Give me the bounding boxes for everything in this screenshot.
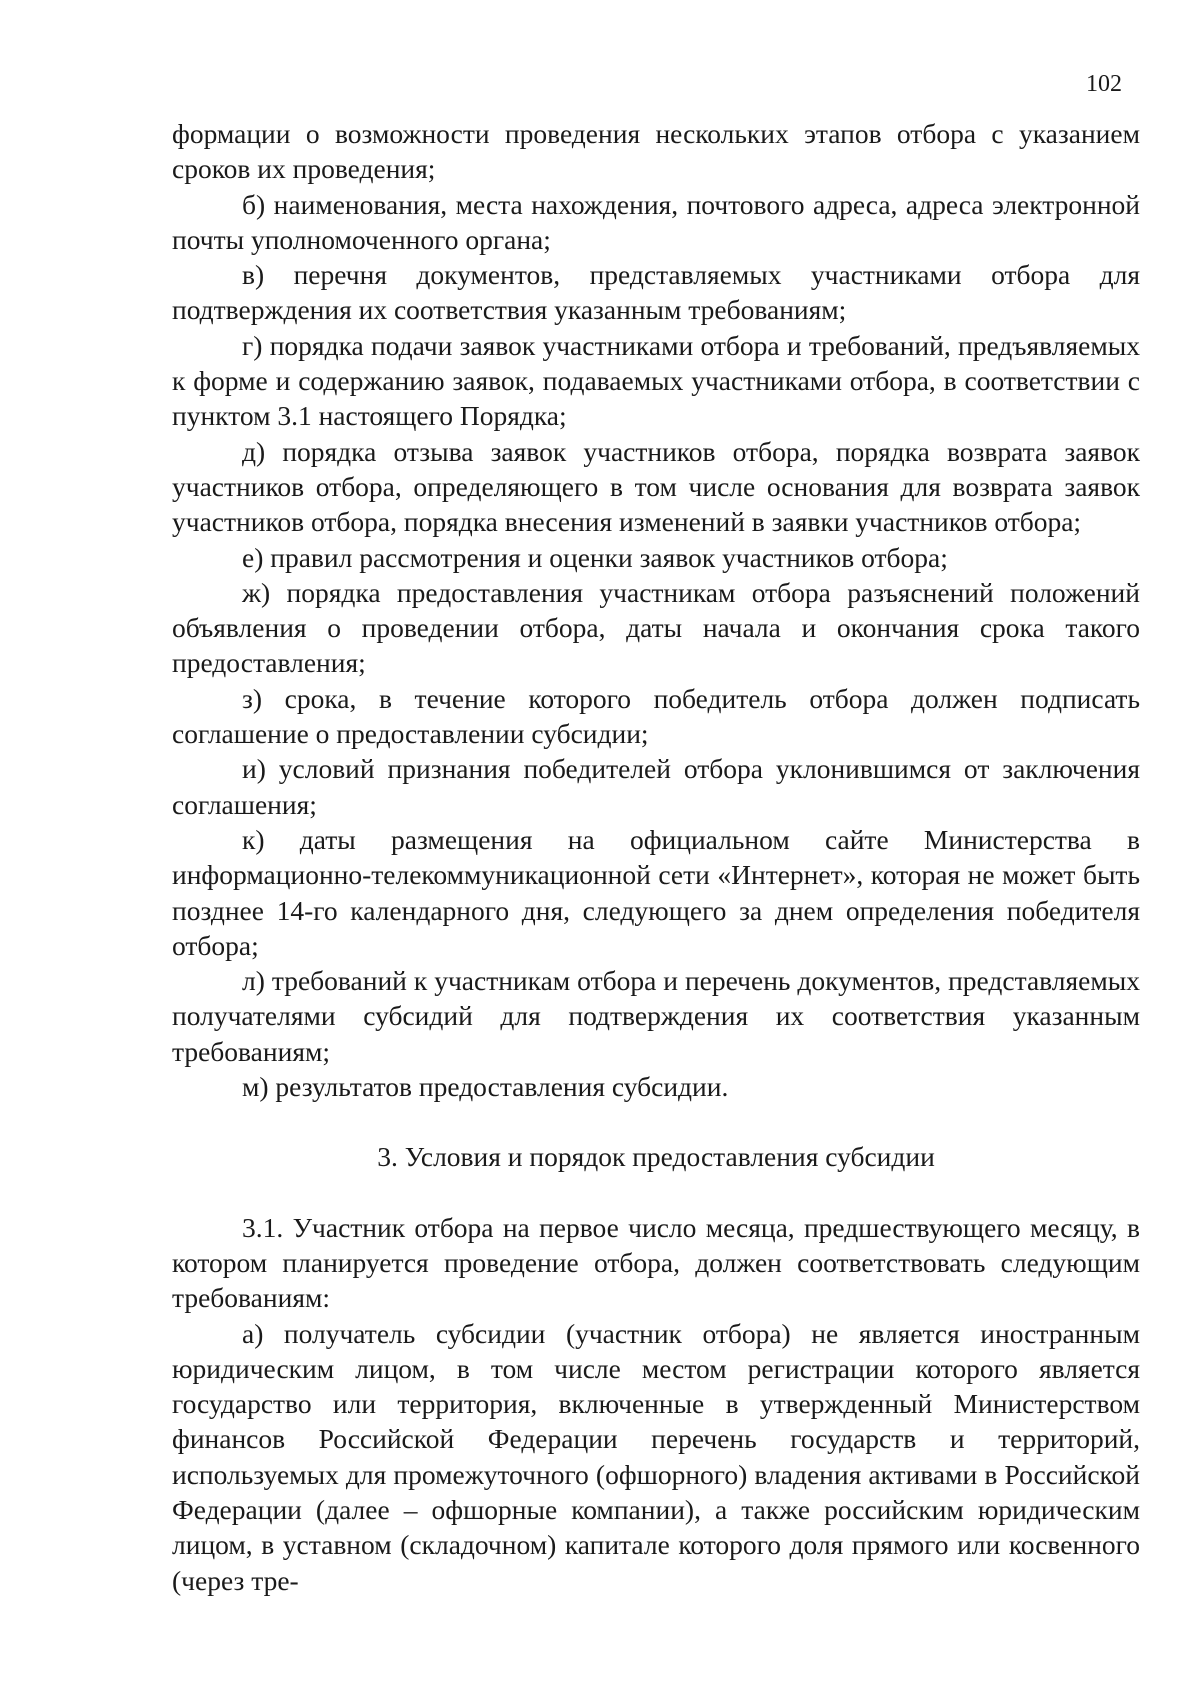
- list-item-z: з) срока, в течение которого победитель отбора должен подписать соглашение о предоставлении субсидии;: [172, 682, 1140, 750]
- list-item-b: б) наименования, места нахождения, почтового адреса, адреса электронной почты уполномоченного органа;: [172, 188, 1140, 255]
- list-item-i: и) условий признания победителей отбора уклонившимся от заключения соглашения;: [172, 753, 1140, 820]
- list-item-g: г) порядка подачи заявок участниками отбора и требований, предъявляемых к форме и содержанию заявок, подаваемых участниками отбора, в соответствии с пунктом 3.1 настоящего Порядка;: [172, 329, 1140, 432]
- paragraph-continuation: формации о возможности проведения нескольких этапов отбора с указанием сроков их проведения;: [172, 118, 1140, 185]
- list-item-d: д) порядка отзыва заявок участников отбора, порядка возврата заявок участников отбора, определяющего в том числе основания для возврата заявок участников отбора, порядка внесения изменений в заявки участников отбора;: [172, 435, 1140, 538]
- list-item-e: е) правил рассмотрения и оценки заявок участников отбора;: [242, 541, 948, 573]
- document-body: [172, 116, 1140, 1598]
- list-item-l: л) требований к участникам отбора и перечень документов, представляемых получателями субсидий для подтверждения их соответствия указанным требованиям;: [172, 965, 1140, 1067]
- clause-3-1-a: а) получатель субсидии (участник отбора) не является иностранным юридическим лицом, в том числе местом регистрации которого является государство или территория, включенные в утвержденный Министерством финансов Российской Федерации перечень государств и территорий, используемых для промежуточного (офшорного) владения активами в Российской Федерации (далее – офшорные компании), а также российским юридическим лицом, в уставном (складочном) капитале которого доля прямого или косвенного (через тре-: [172, 1317, 1140, 1596]
- list-item-k: к) даты размещения на официальном сайте Министерства в информационно-телекоммуникационной сети «Интернет», которая не может быть позднее 14-го календарного дня, следующего за днем определения победителя отбора;: [172, 823, 1140, 961]
- section-heading: 3. Условия и порядок предоставления субсидии: [377, 1141, 935, 1173]
- list-item-m: м) результатов предоставления субсидии.: [242, 1071, 729, 1103]
- page-number: 102: [1086, 71, 1122, 97]
- list-item-zh: ж) порядка предоставления участникам отбора разъяснений положений объявления о проведении отбора, даты начала и окончания срока такого предоставления;: [172, 576, 1140, 679]
- clause-3-1: 3.1. Участник отбора на первое число месяца, предшествующего месяцу, в котором планируется проведение отбора, должен соответствовать следующим требованиям:: [172, 1211, 1140, 1314]
- list-item-v: в) перечня документов, представляемых участниками отбора для подтверждения их соответствия указанным требованиям;: [172, 259, 1140, 326]
